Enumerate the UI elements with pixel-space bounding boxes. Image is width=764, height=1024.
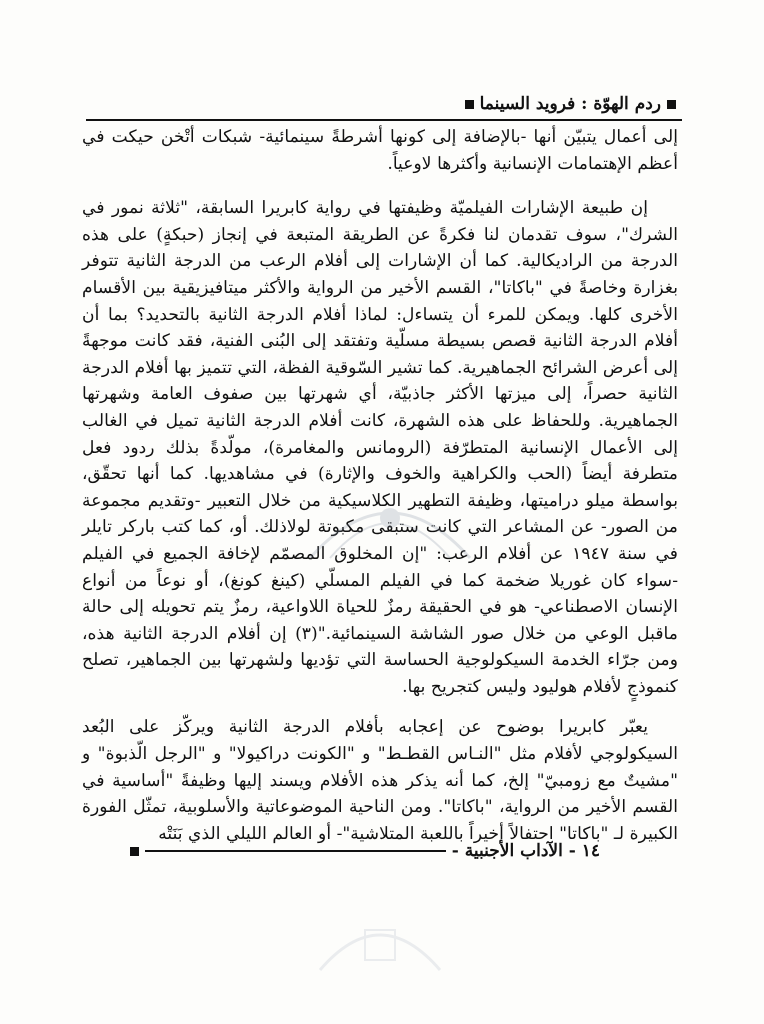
running-header <box>296 92 676 116</box>
footer-square <box>130 847 139 856</box>
footer-rule <box>145 850 446 852</box>
paragraph: إلى أعمال يتبيّن أنها -بالإضافة إلى كونها أشرطةً سينمائية- شبكات أتْخن حيكت في أعظم الإهتمامات الإنسانية وأكثرها لاوعياً. <box>82 127 678 174</box>
page-watermark-icon <box>300 900 460 980</box>
paragraph: إن طبيعة الإشارات الفيلميّة وظيفتها في رواية كابريرا السابقة، "ثلاثة نمور في الشرك"، سوف تقدمان لنا فكرةً عن الطريقة المتبعة في إنجاز (حبكةٍ) على هذه الدرجة من الراديكالية. كما أن الإشارات إلى أفلام الرعب من الدرجة الثانية تتوفر بغزارة وخاصةً في "باكاتا"، القسم الأخير من الرواية والأكثر ميتافيزيقية بين الأقسام الأخرى كلها. ويمكن للمرء أن يتساءل: لماذا أفلام الدرجة الثانية بالتحديد؟ بما أن أفلام الدرجة الثانية قصص بسيطة مسلّية وتفتقد إلى البُنى الفنية، فقد كانت موجهةً إلى أعرض الشرائح الجماهيرية. كما تشير السّوقية الفظة، التي تتميز بها أفلام الدرجة الثانية حصراً، إلى ميزتها الأكثر جاذبيّة، أي شهرتها بين صفوف العامة وشهرتها الجماهيرية. وللحفاظ على هذه الشهرة، كانت أفلام الدرجة الثانية تميل في الغالب إلى الأعمال الإنسانية المتطرّفة (الرومانس والمغامرة)، مولّدةً بذلك ردود فعل متطرفة أيضاً (الحب والكراهية والخوف والإثارة) في مشاهديها. كما أنها تحقّق، بواسطة ميلو دراميتها، وظيفة التطهير الكلاسيكية من خلال التعبير -وتقديم مجموعة من الصور- عن المشاعر التي كانت ستبقى مكبوتة لولاذلك. أو، كما كتب باركر تايلر في سنة ١٩٤٧ عن أفلام الرعب: "إن المخلوق المصمّم لإخافة الجميع في الفيلم -سواء كان غوريلا ضخمة كما في الفيلم المسلّي (كينغ كونغ)، أو نوعاً من أنواع الإنسان الاصطناعي- هو في الحقيقة رمزٌ للحياة اللاواعية، رمزٌ يتم تحويله إلى حالة ماقبل الوعي من خلال صور الشاشة السينمائية."(٣) إن أفلام الدرجة الثانية هذه، ومن جرّاء الخدمة السيكولوجية الحساسة التي تؤديها ولشهرتها بين الجماهير، تصلح كنموذجٍ لأفلام هوليود وليس كتجريح بها. <box>82 198 678 697</box>
paragraph: يعبّر كابريرا بوضوح عن إعجابه بأفلام الدرجة الثانية ويركّز على البُعد السيكولوجي لأفلام مثل "النـاس القطـط" و "الكونت دراكيولا" و "الرجل الّذبوة" و "مشيتٌ مع زومبيّ" إلخ، كما أنه يذكر هذه الأفلام ويسند إليها وظيفةً "أساسية في القسم الأخير من الرواية، "باكاتا". ومن الناحية الموضوعاتية والأسلوبية، تمثّل الفورة الكبيرة لـ "باكاتا" احتفالاً أخيراً باللعبة المتلاشية"- أو العالم الليلي الذي بَنَتْه <box>82 717 678 844</box>
footer-page-label: ١٤ - الآداب الأجنبية - <box>451 841 600 861</box>
header-square-right <box>667 100 676 109</box>
header-rule <box>86 119 682 121</box>
header-square-left <box>465 100 474 109</box>
page-footer <box>130 839 600 863</box>
running-title: ردم الهوّة : فرويد السينما <box>479 94 661 114</box>
body-text <box>82 124 678 847</box>
